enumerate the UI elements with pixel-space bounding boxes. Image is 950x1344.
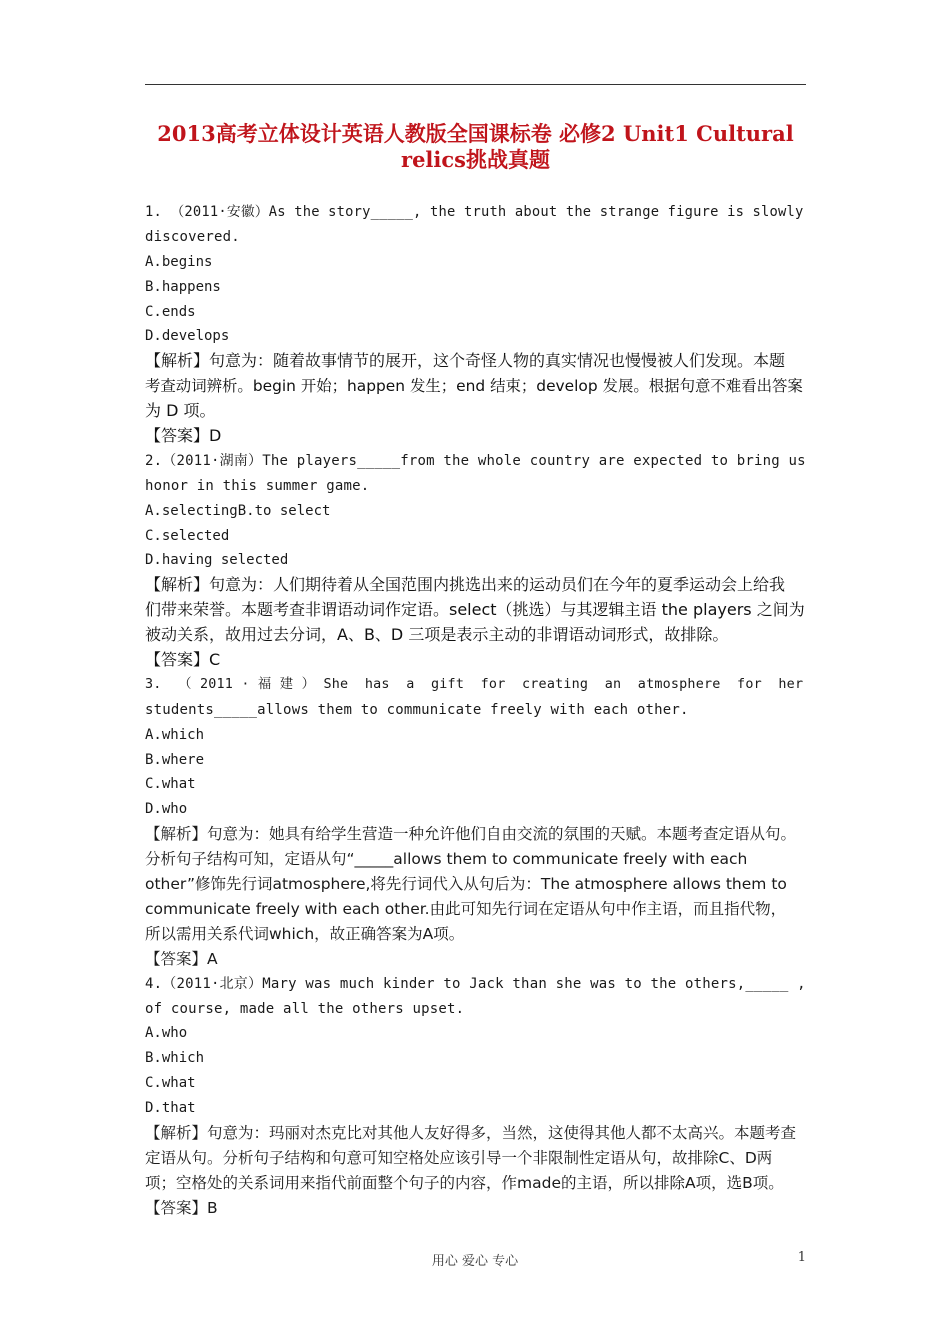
- q1-stem-line-2: discovered.: [145, 228, 240, 245]
- q4-stem-line-1: 4.（2011·北京）Mary was much kinder to Jack than she was to the others,_____ ,: [145, 975, 806, 992]
- header-rule: [145, 84, 806, 85]
- q2-analysis-line-1: 【解析】句意为：人们期待着从全国范围内挑选出来的运动员们在今年的夏季运动会上给我: [145, 575, 786, 595]
- q2-analysis-line-3: 被动关系，故用过去分词，A、B、D 三项是表示主动的非谓语动词形式，故排除。: [145, 625, 729, 645]
- q3-stem-line-2: students_____allows them to communicate freely with each other.: [145, 701, 689, 718]
- q2-stem-line-1: 2.（2011·湖南）The players_____from the whole country are expected to bring us: [145, 452, 806, 469]
- q4-stem-line-2: of course, made all the others upset.: [145, 1000, 465, 1017]
- questions: [145, 200, 810, 1221]
- q4-option-c: C.what: [145, 1075, 196, 1092]
- q3-stem-line-1: 3. （ 2011 · 福 建 ） She has a gift for creating an atmosphere for her: [145, 676, 804, 692]
- q4-analysis-line-2: 定语从句。分析句子结构和句意可知空格处应该引导一个非限制性定语从句，故排除C、D两: [145, 1148, 773, 1167]
- q3-analysis-line-5: 所以需用关系代词which，故正确答案为A项。: [145, 924, 465, 943]
- q2-option-ab: A.selectingB.to select: [145, 502, 331, 519]
- q2-option-d: D.having selected: [145, 552, 289, 569]
- title-line-2: relics挑战真题: [401, 147, 550, 172]
- q2-option-c: C.selected: [145, 527, 230, 544]
- page-number: 1: [797, 1250, 806, 1265]
- q2-analysis-line-2: 们带来荣誉。本题考查非谓语动词作定语。select（挑选）与其逻辑主语 the players 之间为: [145, 600, 805, 620]
- q3-option-c: C.what: [145, 776, 196, 793]
- q3-option-b: B.where: [145, 751, 205, 768]
- q3-option-d: D.who: [145, 801, 188, 818]
- q1-option-c: C.ends: [145, 303, 196, 320]
- q1-stem-line-1: 1. （2011·安徽）As the story_____, the truth about the strange figure is slowly: [145, 204, 804, 220]
- footer-motto: 用心 爱心 专心: [431, 1254, 519, 1269]
- q1-answer: 【答案】D: [145, 426, 222, 446]
- q3-analysis-line-1: 【解析】句意为：她具有给学生营造一种允许他们自由交流的氛围的天赋。本题考查定语从句。: [145, 825, 797, 844]
- document-title: [145, 121, 806, 173]
- q3-analysis-line-2: 分析句子结构可知，定语从句“_____allows them to communicate freely with each: [145, 850, 748, 869]
- q3-option-a: A.which: [145, 726, 205, 743]
- q4-option-b: B.which: [145, 1050, 205, 1067]
- q1-option-a: A.begins: [145, 253, 213, 270]
- title-line-1: 2013高考立体设计英语人教版全国课标卷 必修2 Unit1 Cultural: [157, 121, 794, 146]
- q3-analysis-line-4: communicate freely with each other.由此可知先行词在定语从句中作主语，而且指代物，: [145, 899, 787, 918]
- q4-analysis-line-3: 项；空格处的关系词用来指代前面整个句子的内容，作made的主语，所以排除A项，选B项。: [145, 1173, 784, 1192]
- q4-option-a: A.who: [145, 1025, 188, 1042]
- q1-analysis-line-3: 为 D 项。: [145, 401, 216, 421]
- q4-answer: 【答案】B: [145, 1198, 218, 1217]
- q3-answer: 【答案】A: [145, 949, 218, 968]
- q1-option-d: D.develops: [145, 328, 230, 345]
- q2-stem-line-2: honor in this summer game.: [145, 477, 370, 494]
- q3-analysis-line-3: other”修饰先行词atmosphere,将先行词代入从句后为：The atmosphere allows them to: [145, 875, 787, 894]
- q4-option-d: D.that: [145, 1100, 196, 1117]
- q1-analysis-line-1: 【解析】句意为：随着故事情节的展开，这个奇怪人物的真实情况也慢慢被人们发现。本题: [145, 351, 786, 371]
- q4-analysis-line-1: 【解析】句意为：玛丽对杰克比对其他人友好得多，当然，这使得其他人都不太高兴。本题考查: [145, 1123, 797, 1142]
- q1-option-b: B.happens: [145, 278, 221, 295]
- q2-answer: 【答案】C: [145, 650, 221, 670]
- q1-analysis-line-2: 考查动词辨析。begin 开始；happen 发生；end 结束；develop 发展。根据句意不难看出答案: [145, 377, 803, 396]
